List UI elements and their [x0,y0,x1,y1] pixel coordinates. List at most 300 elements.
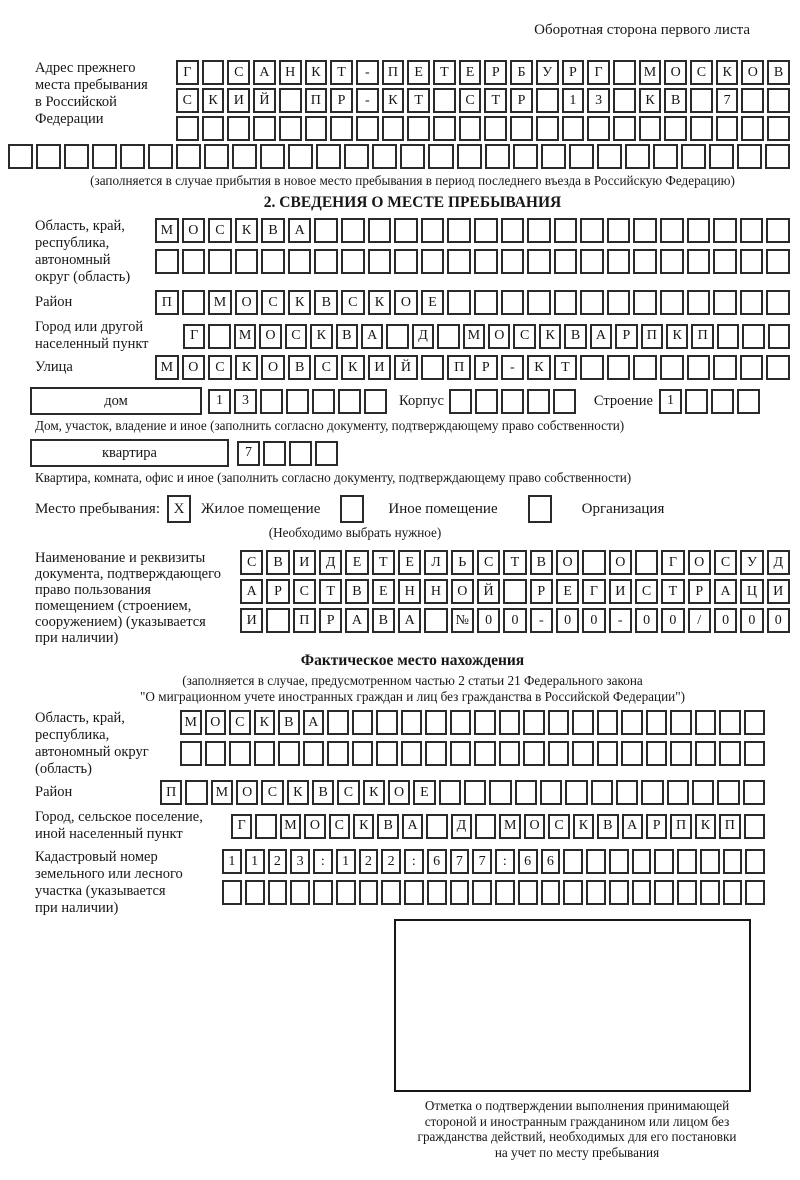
char-box[interactable] [766,218,790,243]
char-box[interactable]: Е [556,579,579,604]
char-box[interactable]: Й [477,579,500,604]
char-box[interactable] [489,780,511,805]
char-box[interactable] [176,116,199,141]
char-box[interactable]: М [234,324,256,349]
char-box[interactable] [400,144,425,169]
char-box[interactable] [536,116,559,141]
char-box[interactable] [338,389,361,414]
char-box[interactable]: В [530,550,553,575]
char-box[interactable]: К [539,324,561,349]
char-box[interactable] [597,741,619,766]
char-box[interactable]: Е [421,290,445,315]
char-box[interactable]: Т [503,550,526,575]
char-box[interactable]: С [690,60,713,85]
char-box[interactable]: Г [582,579,605,604]
char-box[interactable] [695,741,717,766]
char-box[interactable]: И [767,579,790,604]
char-box[interactable]: В [345,579,368,604]
char-box[interactable] [667,780,689,805]
char-box[interactable] [741,116,764,141]
char-box[interactable] [427,880,447,905]
char-box[interactable] [616,780,638,805]
char-box[interactable]: : [404,849,424,874]
char-box[interactable] [437,324,459,349]
char-box[interactable]: Н [398,579,421,604]
char-box[interactable] [185,780,207,805]
char-box[interactable] [523,710,545,735]
char-box[interactable]: О [741,60,764,85]
char-box[interactable]: К [695,814,716,839]
char-box[interactable]: П [691,324,713,349]
char-box[interactable]: Е [459,60,482,85]
char-box[interactable] [208,324,230,349]
char-box[interactable] [685,389,708,414]
char-box[interactable]: С [261,780,283,805]
char-box[interactable] [660,355,684,380]
char-box[interactable]: М [463,324,485,349]
char-box[interactable]: 3 [290,849,310,874]
char-box[interactable] [744,741,766,766]
char-box[interactable]: М [208,290,232,315]
char-box[interactable]: П [447,355,471,380]
char-box[interactable] [407,116,430,141]
char-box[interactable] [713,355,737,380]
char-box[interactable]: К [235,218,259,243]
char-box[interactable]: К [254,710,276,735]
char-box[interactable] [501,249,525,274]
char-box[interactable]: 1 [336,849,356,874]
char-box[interactable] [621,741,643,766]
char-box[interactable]: Е [407,60,430,85]
char-box[interactable] [381,880,401,905]
char-box[interactable] [382,116,405,141]
char-box[interactable]: Д [319,550,342,575]
char-box[interactable]: О [664,60,687,85]
char-box[interactable]: 6 [518,849,538,874]
char-box[interactable] [565,780,587,805]
char-box[interactable]: С [635,579,658,604]
char-box[interactable] [327,741,349,766]
char-box[interactable]: Р [562,60,585,85]
char-box[interactable] [312,389,335,414]
char-box[interactable]: В [312,780,334,805]
char-box[interactable]: 7 [472,849,492,874]
char-box[interactable]: С [285,324,307,349]
char-box[interactable] [232,144,257,169]
char-box[interactable]: В [288,355,312,380]
char-box[interactable] [344,144,369,169]
char-box[interactable]: 6 [541,849,561,874]
char-box[interactable] [501,389,524,414]
char-box[interactable]: С [176,88,199,113]
char-box[interactable]: - [356,88,379,113]
char-box[interactable]: Д [451,814,472,839]
char-box[interactable] [447,290,471,315]
char-box[interactable] [205,741,227,766]
char-box[interactable] [447,218,471,243]
char-box[interactable] [120,144,145,169]
char-box[interactable] [255,814,276,839]
char-box[interactable] [501,218,525,243]
char-box[interactable] [368,249,392,274]
char-box[interactable] [433,88,456,113]
char-box[interactable]: С [513,324,535,349]
char-box[interactable]: П [293,608,316,633]
char-box[interactable]: Р [510,88,533,113]
char-box[interactable]: С [227,60,250,85]
char-box[interactable] [677,880,697,905]
char-box[interactable]: М [180,710,202,735]
char-box[interactable] [182,249,206,274]
char-box[interactable]: Г [587,60,610,85]
char-box[interactable]: Е [413,780,435,805]
char-box[interactable] [586,880,606,905]
char-box[interactable]: 7 [450,849,470,874]
char-box[interactable] [8,144,33,169]
char-box[interactable] [716,116,739,141]
char-box[interactable] [664,116,687,141]
char-box[interactable] [633,218,657,243]
char-box[interactable] [386,324,408,349]
char-box[interactable] [527,249,551,274]
char-box[interactable] [513,144,538,169]
char-box[interactable]: П [382,60,405,85]
char-box[interactable]: 3 [587,88,610,113]
char-box[interactable]: 0 [635,608,658,633]
char-box[interactable] [654,849,674,874]
char-box[interactable]: К [382,88,405,113]
char-box[interactable]: А [345,608,368,633]
char-box[interactable] [261,249,285,274]
char-box[interactable] [266,608,289,633]
char-box[interactable]: М [499,814,520,839]
char-box[interactable]: Л [424,550,447,575]
char-box[interactable] [279,88,302,113]
char-box[interactable]: А [402,814,423,839]
char-box[interactable] [633,249,657,274]
char-box[interactable]: С [337,780,359,805]
char-box[interactable] [475,814,496,839]
char-box[interactable]: 2 [359,849,379,874]
char-box[interactable] [180,741,202,766]
char-box[interactable]: 0 [661,608,684,633]
char-box[interactable] [609,880,629,905]
char-box[interactable]: - [356,60,379,85]
char-box[interactable]: Ц [740,579,763,604]
char-box[interactable]: 0 [582,608,605,633]
char-box[interactable] [741,88,764,113]
char-box[interactable] [475,389,498,414]
char-box[interactable] [450,880,470,905]
char-box[interactable] [625,144,650,169]
char-box[interactable]: О [259,324,281,349]
char-box[interactable]: О [236,780,258,805]
char-box[interactable] [527,389,550,414]
char-box[interactable]: 3 [234,389,257,414]
char-box[interactable] [687,355,711,380]
char-box[interactable] [597,144,622,169]
char-box[interactable] [687,249,711,274]
char-box[interactable] [503,579,526,604]
char-box[interactable] [518,880,538,905]
char-box[interactable] [621,710,643,735]
char-box[interactable]: М [155,218,179,243]
char-box[interactable] [485,144,510,169]
char-box[interactable]: А [714,579,737,604]
char-box[interactable]: К [716,60,739,85]
char-box[interactable]: М [211,780,233,805]
char-box[interactable] [202,116,225,141]
char-box[interactable]: У [536,60,559,85]
char-box[interactable]: О [556,550,579,575]
char-box[interactable]: С [314,355,338,380]
char-box[interactable] [723,880,743,905]
char-box[interactable] [245,880,265,905]
char-box[interactable] [527,290,551,315]
char-box[interactable] [582,550,605,575]
char-box[interactable]: П [160,780,182,805]
char-box[interactable] [607,249,631,274]
char-box[interactable]: О [609,550,632,575]
char-box[interactable]: 7 [237,441,260,466]
char-box[interactable] [740,249,764,274]
char-box[interactable]: В [664,88,687,113]
char-box[interactable]: - [530,608,553,633]
char-box[interactable] [474,249,498,274]
char-box[interactable]: А [288,218,312,243]
char-box[interactable]: 1 [659,389,682,414]
char-box[interactable] [92,144,117,169]
char-box[interactable]: П [719,814,740,839]
char-box[interactable]: : [495,849,515,874]
char-box[interactable]: О [688,550,711,575]
char-box[interactable]: И [609,579,632,604]
char-box[interactable] [646,710,668,735]
char-box[interactable] [737,144,762,169]
char-box[interactable]: Г [661,550,684,575]
char-box[interactable] [229,741,251,766]
char-box[interactable] [290,880,310,905]
char-box[interactable]: М [155,355,179,380]
char-box[interactable]: В [377,814,398,839]
char-box[interactable] [288,249,312,274]
char-box[interactable] [254,741,276,766]
char-box[interactable] [670,741,692,766]
char-box[interactable] [681,144,706,169]
char-box[interactable] [591,780,613,805]
char-box[interactable]: А [590,324,612,349]
char-box[interactable] [713,249,737,274]
char-box[interactable] [709,144,734,169]
char-box[interactable] [740,355,764,380]
char-box[interactable] [268,880,288,905]
zhiloe-checkbox[interactable]: X [167,495,191,523]
char-box[interactable]: С [459,88,482,113]
char-box[interactable]: С [714,550,737,575]
char-box[interactable] [597,710,619,735]
char-box[interactable]: В [767,60,790,85]
char-box[interactable] [464,780,486,805]
char-box[interactable] [613,60,636,85]
char-box[interactable]: В [261,218,285,243]
char-box[interactable] [695,710,717,735]
char-box[interactable] [341,249,365,274]
char-box[interactable] [717,324,739,349]
char-box[interactable] [713,218,737,243]
char-box[interactable]: С [477,550,500,575]
char-box[interactable] [536,88,559,113]
char-box[interactable]: О [388,780,410,805]
char-box[interactable]: А [622,814,643,839]
char-box[interactable]: Т [484,88,507,113]
char-box[interactable] [609,849,629,874]
char-box[interactable] [253,116,276,141]
char-box[interactable] [372,144,397,169]
char-box[interactable] [687,218,711,243]
char-box[interactable]: А [398,608,421,633]
char-box[interactable] [737,389,760,414]
char-box[interactable] [765,144,790,169]
char-box[interactable] [474,218,498,243]
char-box[interactable]: / [688,608,711,633]
char-box[interactable] [613,88,636,113]
char-box[interactable]: К [288,290,312,315]
char-box[interactable]: О [304,814,325,839]
char-box[interactable] [303,741,325,766]
char-box[interactable] [553,389,576,414]
char-box[interactable]: Р [330,88,353,113]
char-box[interactable] [548,710,570,735]
char-box[interactable] [447,249,471,274]
char-box[interactable] [767,116,790,141]
char-box[interactable] [64,144,89,169]
char-box[interactable] [700,880,720,905]
char-box[interactable] [315,441,338,466]
char-box[interactable] [723,849,743,874]
inoe-checkbox[interactable] [340,495,364,523]
char-box[interactable]: Р [615,324,637,349]
char-box[interactable] [654,880,674,905]
char-box[interactable]: В [597,814,618,839]
char-box[interactable]: М [639,60,662,85]
char-box[interactable]: Е [345,550,368,575]
char-box[interactable] [450,741,472,766]
char-box[interactable] [404,880,424,905]
char-box[interactable] [744,710,766,735]
char-box[interactable] [401,741,423,766]
char-box[interactable] [554,218,578,243]
char-box[interactable] [341,218,365,243]
char-box[interactable]: Р [646,814,667,839]
char-box[interactable]: С [240,550,263,575]
char-box[interactable]: П [670,814,691,839]
char-box[interactable] [635,550,658,575]
char-box[interactable]: Т [330,60,353,85]
char-box[interactable] [260,389,283,414]
char-box[interactable] [401,710,423,735]
char-box[interactable] [336,880,356,905]
char-box[interactable]: Б [510,60,533,85]
char-box[interactable] [449,389,472,414]
char-box[interactable]: П [305,88,328,113]
char-box[interactable]: 2 [381,849,401,874]
char-box[interactable] [289,441,312,466]
char-box[interactable]: Н [424,579,447,604]
char-box[interactable]: 0 [556,608,579,633]
char-box[interactable] [510,116,533,141]
char-box[interactable] [450,710,472,735]
char-box[interactable]: 1 [245,849,265,874]
char-box[interactable] [554,290,578,315]
char-box[interactable]: А [253,60,276,85]
char-box[interactable] [745,880,765,905]
char-box[interactable] [700,849,720,874]
char-box[interactable] [439,780,461,805]
char-box[interactable] [613,116,636,141]
char-box[interactable] [148,144,173,169]
char-box[interactable]: Р [688,579,711,604]
char-box[interactable] [541,880,561,905]
char-box[interactable]: К [287,780,309,805]
char-box[interactable]: В [372,608,395,633]
char-box[interactable] [227,116,250,141]
char-box[interactable] [376,741,398,766]
char-box[interactable] [330,116,353,141]
char-box[interactable]: Р [530,579,553,604]
char-box[interactable] [288,144,313,169]
char-box[interactable] [572,741,594,766]
char-box[interactable]: А [240,579,263,604]
char-box[interactable] [633,355,657,380]
char-box[interactable] [554,249,578,274]
char-box[interactable] [474,710,496,735]
char-box[interactable]: К [310,324,332,349]
char-box[interactable] [743,780,765,805]
char-box[interactable] [580,355,604,380]
char-box[interactable] [690,88,713,113]
char-box[interactable] [740,218,764,243]
char-box[interactable]: В [564,324,586,349]
char-box[interactable]: К [363,780,385,805]
char-box[interactable] [607,355,631,380]
char-box[interactable]: Г [231,814,252,839]
char-box[interactable] [176,144,201,169]
char-box[interactable] [523,741,545,766]
char-box[interactable]: : [313,849,333,874]
char-box[interactable]: Р [484,60,507,85]
char-box[interactable]: О [182,355,206,380]
char-box[interactable] [327,710,349,735]
char-box[interactable] [499,741,521,766]
char-box[interactable] [572,710,594,735]
char-box[interactable]: Т [433,60,456,85]
char-box[interactable] [569,144,594,169]
char-box[interactable] [719,710,741,735]
char-box[interactable]: Н [279,60,302,85]
char-box[interactable] [541,144,566,169]
char-box[interactable]: С [341,290,365,315]
char-box[interactable]: И [368,355,392,380]
char-box[interactable]: Т [407,88,430,113]
char-box[interactable] [352,741,374,766]
char-box[interactable] [182,290,206,315]
char-box[interactable] [394,249,418,274]
char-box[interactable]: А [303,710,325,735]
char-box[interactable]: П [641,324,663,349]
char-box[interactable] [641,780,663,805]
char-box[interactable] [472,880,492,905]
char-box[interactable] [690,116,713,141]
